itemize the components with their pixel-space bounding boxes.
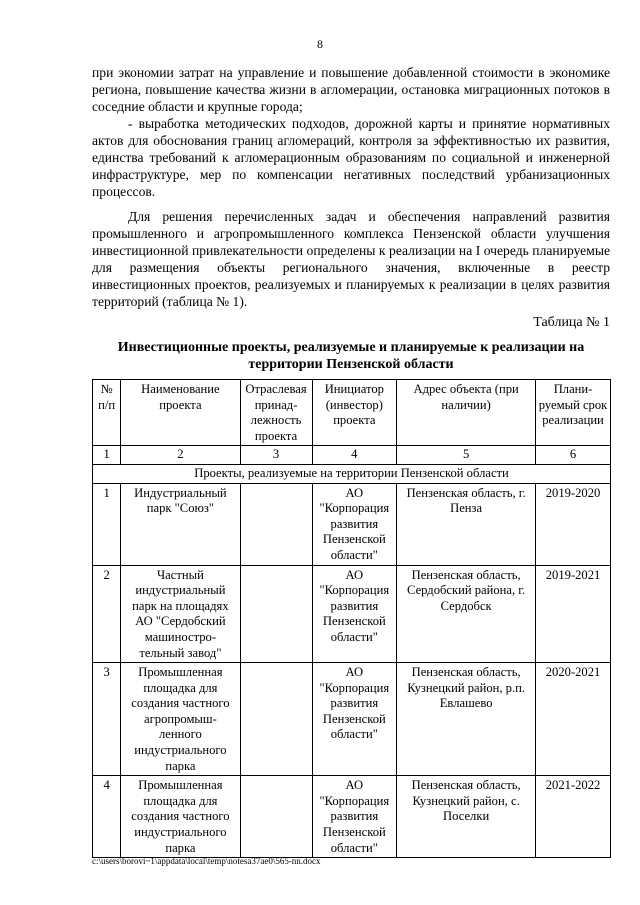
column-number: 5: [397, 446, 536, 465]
cell-number: 3: [93, 663, 121, 776]
cell-project-name: Промышленная площадка для создания частного агропромыш- ленного индустриального парка: [121, 663, 240, 776]
cell-industry: [240, 483, 312, 565]
cell-initiator: АО "Корпорация развития Пензенской области": [312, 663, 397, 776]
header-address: Адрес объекта (при наличии): [397, 380, 536, 446]
column-number: 4: [312, 446, 397, 465]
investment-projects-table: [92, 379, 611, 858]
page-number: 8: [317, 37, 323, 51]
cell-industry: [240, 663, 312, 776]
cell-number: 2: [93, 565, 121, 663]
column-number: 6: [536, 446, 611, 465]
cell-number: 1: [93, 483, 121, 565]
cell-term: 2020-2021: [536, 663, 611, 776]
table-row: [93, 663, 611, 776]
column-number: 2: [121, 446, 240, 465]
section-title: Проекты, реализуемые на территории Пензенской области: [93, 464, 611, 483]
cell-project-name: Индустриальный парк "Союз": [121, 483, 240, 565]
cell-initiator: АО "Корпорация развития Пензенской области": [312, 483, 397, 565]
cell-term: 2021-2022: [536, 776, 611, 858]
table-title: Инвестиционные проекты, реализуемые и планируемые к реализации на территории Пензенской области: [117, 340, 585, 372]
cell-initiator: АО "Корпорация развития Пензенской области": [312, 776, 397, 858]
header-industry: Отраслевая принад- лежность проекта: [240, 380, 312, 446]
column-number: 3: [240, 446, 312, 465]
cell-project-name: Промышленная площадка для создания частного индустриального парка: [121, 776, 240, 858]
cell-industry: [240, 565, 312, 663]
table-row: [93, 483, 611, 565]
cell-term: 2019-2021: [536, 565, 611, 663]
table-header-row: [93, 380, 611, 446]
cell-address: Пензенская область, Кузнецкий район, р.п. Евлашево: [397, 663, 536, 776]
table-row: [93, 776, 611, 858]
table-row: [93, 565, 611, 663]
cell-address: Пензенская область, Сердобский района, г. Сердобск: [397, 565, 536, 663]
column-number-row: [93, 446, 611, 465]
table-label: Таблица № 1: [533, 315, 610, 330]
header-initiator: Инициатор (инвестор) проекта: [312, 380, 397, 446]
cell-number: 4: [93, 776, 121, 858]
cell-project-name: Частный индустриальный парк на площадях АО "Сердобский машиностро- тельный завод": [121, 565, 240, 663]
footer-file-path: c:\users\borovi~1\appdata\local\temp\notesa37ae0\565-nn.docx: [92, 856, 321, 866]
header-project-name: Наименование проекта: [121, 380, 240, 446]
section-row: [93, 464, 611, 483]
header-term: Плани- руемый срок реализации: [536, 380, 611, 446]
cell-industry: [240, 776, 312, 858]
cell-address: Пензенская область, Кузнецкий район, с. Поселки: [397, 776, 536, 858]
cell-address: Пензенская область, г. Пенза: [397, 483, 536, 565]
column-number: 1: [93, 446, 121, 465]
paragraph-3: Для решения перечисленных задач и обеспечения направлений развития промышленного и агропромышленного комплекса Пензенской области улучшения инвестиционной привлекательности определены к реализации на I очередь планируемые для размещения объекты регионального значения, включенные в реестр инвестиционных проектов, реализуемых и планируемых к реализации в целях развития территорий (таблица № 1).: [92, 209, 610, 309]
paragraph-1: при экономии затрат на управление и повышение добавленной стоимости в экономике региона, повышение качества жизни в агломерации, остановка миграционных потоков в соседние области и крупные города;: [92, 65, 610, 114]
paragraph-2: - выработка методических подходов, дорожной карты и принятие нормативных актов для обоснования границ агломераций, контроля за эффективностью их развития, единства требований к агломерационным образованиям по социальной и инженерной инфраструктуре, мер по компенсации негативных последствий урбанизационных процессов.: [92, 116, 610, 199]
header-number: № п/п: [93, 380, 121, 446]
cell-term: 2019-2020: [536, 483, 611, 565]
cell-initiator: АО "Корпорация развития Пензенской области": [312, 565, 397, 663]
